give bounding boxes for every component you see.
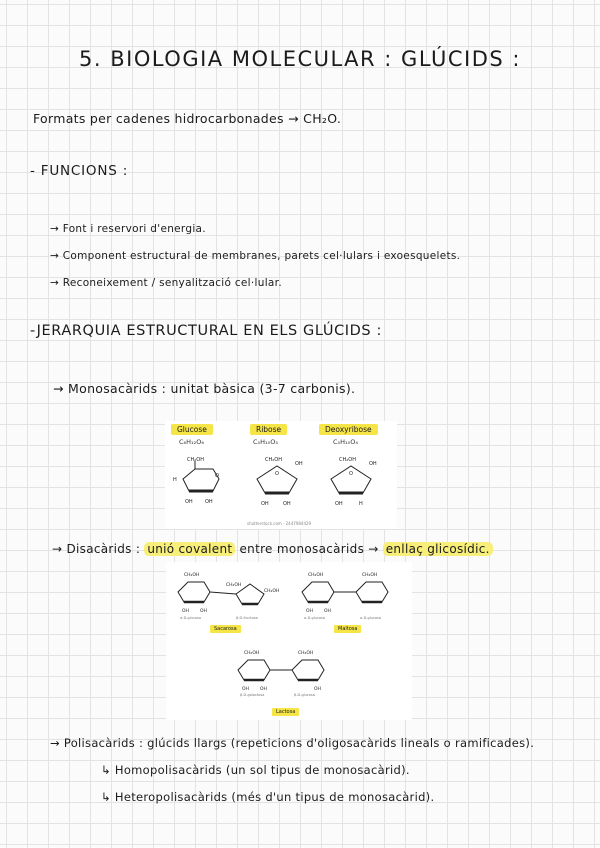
sub-label-1: α-D-glucosa (180, 616, 201, 620)
svg-text:OH: OH (283, 501, 291, 507)
heteropolisacarids-line: ↳ Heteropolisacàrids (més d'un tipus de monosacàrid). (101, 790, 435, 804)
svg-text:OH: OH (324, 609, 331, 614)
svg-text:OH: OH (335, 501, 343, 507)
ribose-label: Ribose (250, 424, 287, 435)
svg-text:CH₂OH: CH₂OH (308, 573, 324, 578)
lactosa-label: Lactosa (272, 708, 299, 716)
svg-text:OH: OH (182, 609, 189, 614)
funcions-heading: - FUNCIONS : (30, 163, 129, 179)
svg-text:CH₂OH: CH₂OH (264, 589, 280, 594)
svg-text:OH: OH (295, 461, 303, 467)
monosaccharides-figure (165, 421, 397, 529)
glucose-label: Glucose (171, 424, 213, 435)
svg-text:CH₂OH: CH₂OH (187, 457, 204, 463)
svg-text:CH₂OH: CH₂OH (226, 583, 242, 588)
svg-text:CH₂OH: CH₂OH (244, 651, 260, 656)
sub-label-5: β-D-galactosa (240, 693, 265, 697)
homopolisacarids-line: ↳ Homopolisacàrids (un sol tipus de monosacàrid). (101, 763, 410, 777)
maltosa-label: Maltosa (334, 625, 361, 633)
svg-text:OH: OH (200, 609, 207, 614)
sub-label-3: α-D-glucosa (304, 616, 325, 620)
disacarids-middle: entre monosacàrids → (239, 542, 379, 556)
svg-text:CH₂OH: CH₂OH (339, 457, 356, 463)
disacarids-highlight-glycosidic: enllaç glicosídic. (383, 542, 493, 556)
sub-label-6: β-D-glucosa (294, 693, 315, 697)
svg-text:O: O (275, 471, 279, 477)
svg-text:CH₂OH: CH₂OH (298, 651, 314, 656)
svg-text:O: O (215, 473, 219, 479)
svg-text:OH: OH (205, 499, 213, 505)
funcions-item-structural: → Component estructural de membranes, parets cel·lulars i exoesquelets. (50, 250, 461, 262)
polisacarids-line: → Polisacàrids : glúcids llargs (repeticions d'oligosacàrids lineals o ramificades). (50, 736, 535, 750)
jerarquia-heading: -JERARQUIA ESTRUCTURAL EN ELS GLÚCIDS : (30, 323, 382, 339)
monosaccharide-structures (165, 421, 397, 529)
funcions-item-energy: → Font i reservori d'energia. (50, 223, 206, 235)
glucose-formula: C₆H₁₂O₆ (179, 438, 204, 446)
intro-line: Formats per cadenes hidrocarbonades → CH₂O. (33, 111, 342, 126)
disacarids-prefix: → Disacàrids : (52, 542, 141, 556)
svg-text:OH: OH (314, 687, 321, 692)
svg-text:CH₂OH: CH₂OH (362, 573, 378, 578)
svg-text:OH: OH (261, 501, 269, 507)
disacarids-highlight-covalent: unió covalent (144, 542, 235, 556)
monosacarids-line: → Monosacàrids : unitat bàsica (3-7 carbonis). (53, 381, 356, 396)
sacarosa-label: Sacarosa (210, 625, 241, 633)
sub-label-4: α-D-glucosa (360, 616, 381, 620)
disacarids-line (52, 542, 493, 556)
svg-text:H: H (359, 501, 363, 507)
disaccharide-structures (166, 562, 412, 720)
ribose-formula: C₅H₁₀O₅ (253, 438, 278, 446)
funcions-item-recognition: → Reconeixement / senyalització cel·lular. (50, 277, 282, 289)
svg-text:OH: OH (260, 687, 267, 692)
svg-text:CH₂OH: CH₂OH (184, 573, 200, 578)
deoxyribose-label: Deoxyribose (319, 424, 378, 435)
svg-text:OH: OH (242, 687, 249, 692)
image-credit: shutterstock.com · 2447984429 (247, 521, 312, 526)
page-title: 5. BIOLOGIA MOLECULAR : GLÚCIDS : (79, 47, 521, 71)
svg-text:H: H (173, 477, 177, 483)
svg-text:OH: OH (185, 499, 193, 505)
deoxyribose-formula: C₅H₁₀O₄ (333, 438, 358, 446)
svg-text:OH: OH (306, 609, 313, 614)
svg-text:O: O (349, 471, 353, 477)
sub-label-2: β-D-fructosa (236, 616, 258, 620)
disaccharides-figure (166, 562, 412, 720)
svg-text:CH₂OH: CH₂OH (265, 457, 282, 463)
svg-text:OH: OH (369, 461, 377, 467)
